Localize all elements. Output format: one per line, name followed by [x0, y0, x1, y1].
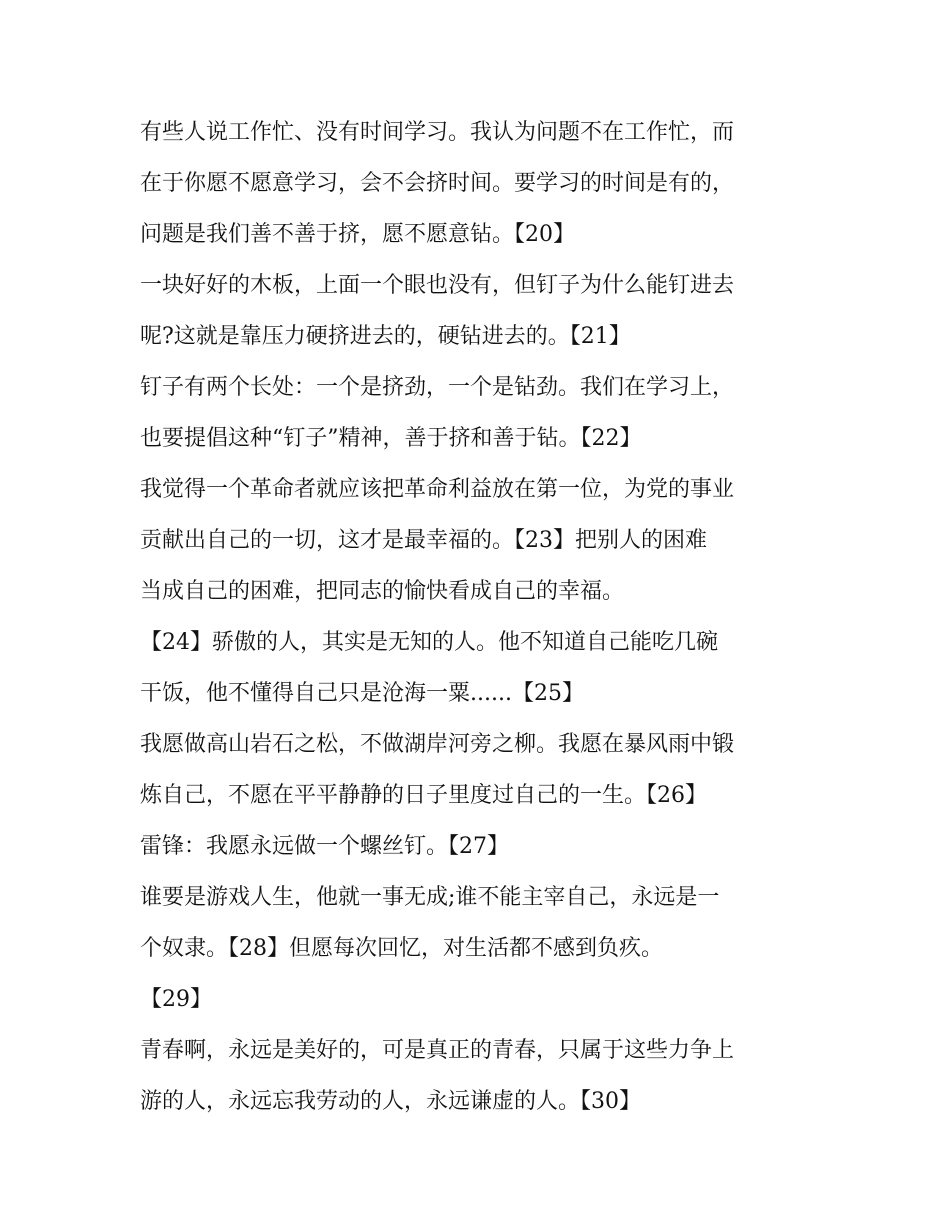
text-line: 呢?这就是靠压力硬挤进去的，硬钻进去的。【21】 — [140, 324, 631, 349]
text-line: 贡献出自己的一切，这才是最幸福的。【23】把别人的困难 — [140, 528, 707, 553]
text-line: 个奴隶。【28】但愿每次回忆，对生活都不感到负疚。 — [140, 936, 663, 961]
text-line: 一块好好的木板，上面一个眼也没有，但钉子为什么能钉进去 — [140, 273, 735, 298]
text-line: 青春啊，永远是美好的，可是真正的青春，只属于这些力争上 — [140, 1038, 735, 1063]
text-line: 也要提倡这种“钉子”精神，善于挤和善于钻。【22】 — [140, 426, 642, 451]
text-line: 钉子有两个长处：一个是挤劲，一个是钻劲。我们在学习上， — [140, 375, 735, 400]
text-line: 干饭，他不懂得自己只是沧海一粟......【25】 — [140, 681, 584, 706]
text-line: 炼自己，不愿在平平静静的日子里度过自己的一生。【26】 — [140, 783, 707, 808]
text-line: 游的人，永远忘我劳动的人，永远谦虚的人。【30】 — [140, 1089, 641, 1114]
text-line: 有些人说工作忙、没有时间学习。我认为问题不在工作忙，而 — [140, 120, 735, 145]
text-line: 谁要是游戏人生，他就一事无成;谁不能主宰自己，永远是一 — [140, 885, 720, 910]
text-line: 当成自己的困难，把同志的愉快看成自己的幸福。 — [140, 579, 625, 604]
body-text — [140, 107, 820, 1127]
text-line: 【24】骄傲的人，其实是无知的人。他不知道自己能吃几碗 — [140, 630, 718, 655]
text-line: 在于你愿不愿意学习，会不会挤时间。要学习的时间是有的， — [140, 171, 735, 196]
text-line: 【29】 — [140, 987, 212, 1012]
text-line: 雷锋：我愿永远做一个螺丝钉。【27】 — [140, 834, 509, 859]
text-line: 问题是我们善不善于挤，愿不愿意钻。【20】 — [140, 222, 575, 247]
text-line: 我觉得一个革命者就应该把革命利益放在第一位，为党的事业 — [140, 477, 735, 502]
text-line: 我愿做高山岩石之松，不做湖岸河旁之柳。我愿在暴风雨中锻 — [140, 732, 735, 757]
